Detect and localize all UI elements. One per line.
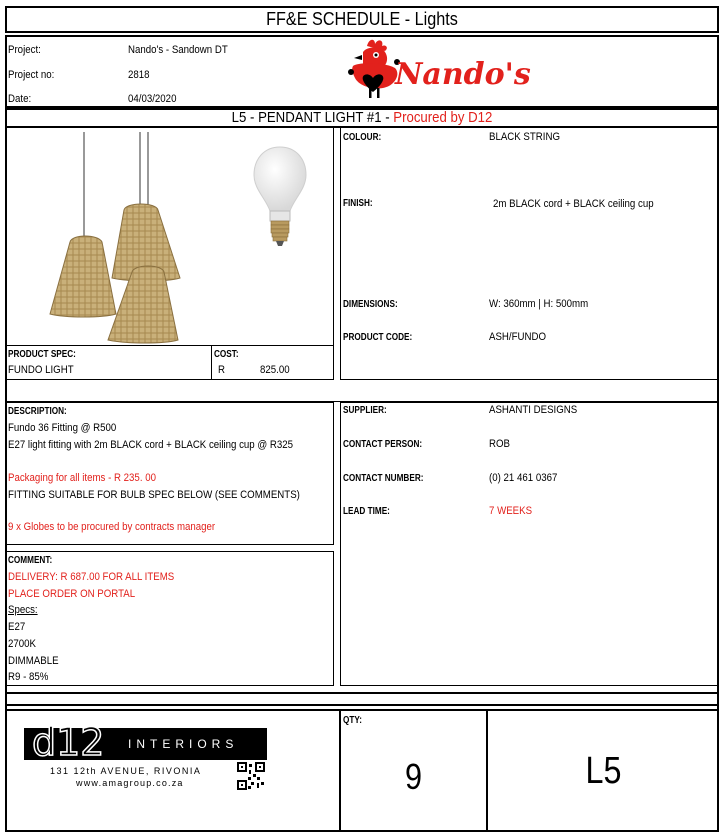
- comment-spec-2: 2700K: [8, 638, 36, 650]
- lead-time-value: 7 WEEKS: [489, 505, 533, 517]
- footer-divider-2: [486, 709, 488, 832]
- supplier-label: SUPPLIER:: [343, 405, 387, 416]
- d12-logo: [24, 720, 267, 792]
- d12-address: 131 12th AVENUE, RIVONIA: [50, 766, 202, 776]
- footer-divider-1: [339, 709, 341, 832]
- comment-spec-3: DIMMABLE: [8, 655, 59, 667]
- colour-label: COLOUR:: [343, 132, 382, 143]
- project-no-value: 2818: [128, 69, 150, 81]
- product-spec-value: FUNDO LIGHT: [8, 364, 74, 376]
- cost-currency: R: [218, 364, 225, 376]
- lead-time-label: LEAD TIME:: [343, 506, 390, 517]
- project-no-label: Project no:: [8, 69, 55, 81]
- page-title: FF&E SCHEDULE - Lights: [266, 9, 458, 29]
- pendant-light-icon: [40, 132, 190, 344]
- project-label: Project:: [8, 44, 41, 56]
- nandos-logo: [345, 38, 545, 100]
- contact-number-value: (0) 21 461 0367: [489, 472, 558, 484]
- date-value: 04/03/2020: [128, 93, 177, 105]
- qty-label: QTY:: [343, 715, 362, 726]
- d12-logo-mark: d12: [32, 720, 105, 764]
- description-label: DESCRIPTION:: [8, 406, 67, 417]
- cost-label: COST:: [214, 349, 239, 360]
- supplier-value: ASHANTI DESIGNS: [489, 404, 578, 416]
- description-line-2: E27 light fitting with 2m BLACK cord + BLACK ceiling cup @ R325: [8, 439, 294, 451]
- pendant-image: [40, 132, 190, 344]
- description-fitting-note: FITTING SUITABLE FOR BULB SPEC BELOW (SEE COMMENTS): [8, 489, 300, 501]
- qr-code-icon: [237, 762, 265, 790]
- finish-value: 2m BLACK cord + BLACK ceiling cup: [493, 198, 654, 210]
- footer-top-line: [5, 709, 719, 711]
- item-code: L5: [585, 750, 622, 792]
- comment-spec-4: R9 - 85%: [8, 671, 49, 683]
- light-bulb-icon: [252, 145, 308, 249]
- description-packaging: Packaging for all items - R 235. 00: [8, 472, 156, 484]
- divider-spec-top: [5, 345, 333, 346]
- qty-value: 9: [404, 756, 423, 797]
- colour-value: BLACK STRING: [489, 131, 561, 143]
- comment-delivery: DELIVERY: R 687.00 FOR ALL ITEMS: [8, 571, 175, 583]
- dimensions-value: W: 360mm | H: 500mm: [489, 298, 589, 310]
- product-code-value: ASH/FUNDO: [489, 331, 547, 343]
- description-line-1: Fundo 36 Fitting @ R500: [8, 422, 117, 434]
- d12-interiors: INTERIORS: [128, 737, 239, 751]
- finish-label: FINISH:: [343, 198, 373, 209]
- procured-by: Procured by D12: [393, 109, 493, 126]
- product-code-label: PRODUCT CODE:: [343, 332, 413, 343]
- d12-website: www.amagroup.co.za: [76, 778, 184, 788]
- bulb-image: [252, 145, 308, 249]
- dimensions-label: DIMENSIONS:: [343, 299, 398, 310]
- logo-wordmark: Nando's: [395, 57, 531, 92]
- contact-person-value: ROB: [489, 438, 510, 450]
- contact-number-label: CONTACT NUMBER:: [343, 473, 424, 484]
- comment-label: COMMENT:: [8, 555, 53, 566]
- date-label: Date:: [8, 93, 32, 105]
- section-title: [48, 108, 676, 128]
- comment-specs-heading: Specs:: [8, 604, 38, 616]
- section-title-main: L5 - PENDANT LIGHT #1 -: [231, 109, 394, 126]
- description-globes-note: 9 x Globes to be procured by contracts manager: [8, 521, 216, 533]
- divider-spec-cost: [211, 345, 212, 379]
- comment-spec-1: E27: [8, 621, 26, 633]
- comment-portal: PLACE ORDER ON PORTAL: [8, 588, 136, 600]
- product-spec-label: PRODUCT SPEC:: [8, 349, 76, 360]
- contact-person-label: CONTACT PERSON:: [343, 439, 423, 450]
- cost-value: 825.00: [260, 364, 290, 376]
- project-value: Nando's - Sandown DT: [128, 44, 228, 56]
